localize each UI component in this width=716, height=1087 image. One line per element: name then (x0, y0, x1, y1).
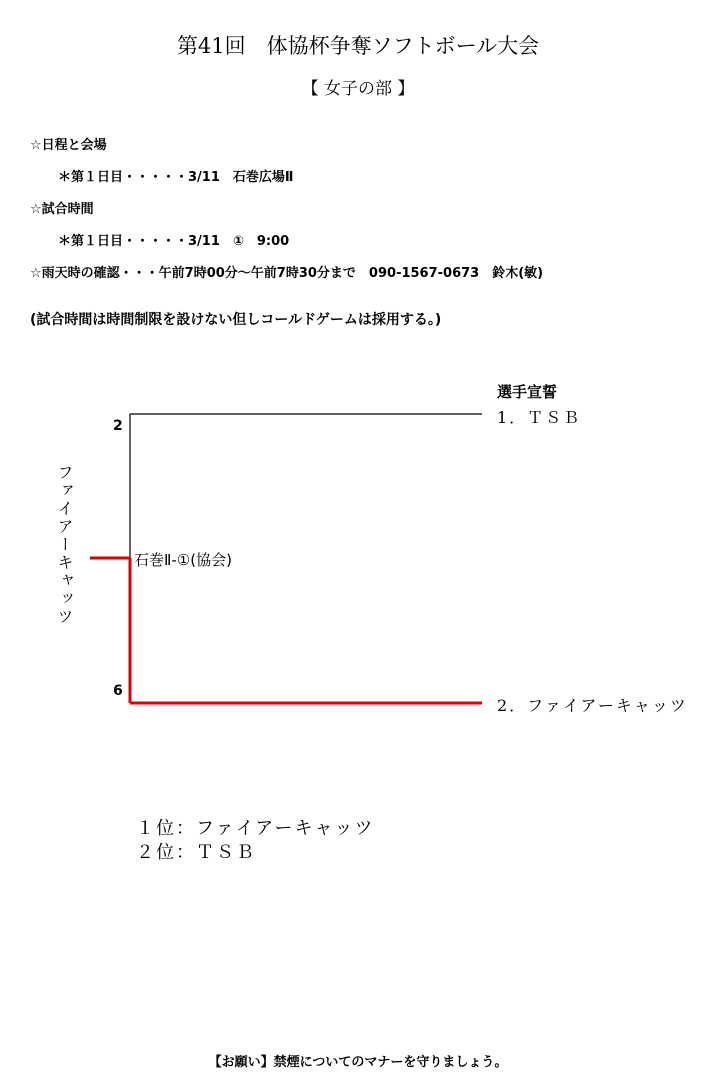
result-second: ２位：ＴＳＢ (136, 842, 256, 863)
rain-contact: ☆雨天時の確認・・・午前7時00分～午前7時30分まで 090-1567-0673 鈴木(敏) (30, 266, 544, 281)
schedule-heading: ☆日程と会場 (30, 138, 107, 153)
bottom-team: 2．ファイアーキャッツ (497, 696, 688, 715)
game-label: 石巻Ⅱ-①(協会) (134, 551, 232, 569)
times-heading: ☆試合時間 (30, 202, 94, 217)
result-first: １位：ファイアーキャッツ (136, 818, 375, 839)
oath-label: 選手宣誓 (497, 383, 558, 401)
schedule-day1: ＊第１日目・・・・・3/11 石巻広場Ⅱ (58, 170, 294, 185)
top-score: 2 (113, 418, 123, 434)
times-day1: ＊第１日目・・・・・3/11 ① 9:00 (58, 234, 290, 249)
winner-vertical-name: ファイアーキャッツ (55, 464, 74, 626)
top-team: 1．ＴＳＢ (497, 408, 582, 427)
footer-note: 【お願い】禁煙についてのマナーを守りましょう。 (208, 1055, 508, 1070)
rules-note: (試合時間は時間制限を設けない但しコールドゲームは採用する。) (30, 312, 442, 328)
bottom-score: 6 (113, 683, 123, 699)
division-subtitle: 【 女子の部 】 (301, 79, 415, 99)
page-title: 第41回 体協杯争奪ソフトボール大会 (176, 34, 540, 58)
